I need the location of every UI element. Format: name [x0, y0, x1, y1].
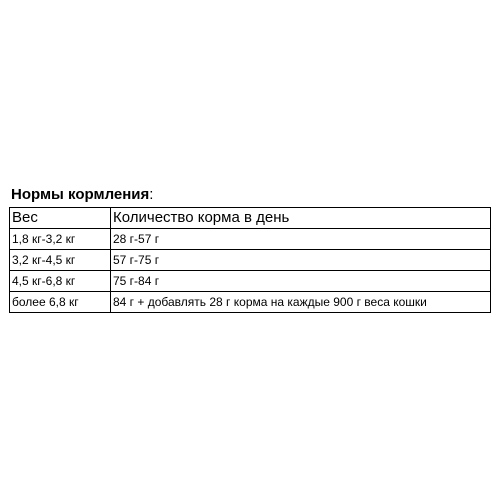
table-header-row	[10, 208, 491, 229]
header-weight: Вес	[10, 208, 111, 229]
cell-amount: 84 г + добавлять 28 г корма на каждые 900 г веса кошки	[111, 292, 491, 313]
table-row	[10, 271, 491, 292]
feeding-norms-heading	[11, 186, 153, 204]
cell-amount: 75 г-84 г	[111, 271, 491, 292]
heading-colon: :	[149, 186, 154, 203]
feeding-table	[9, 207, 491, 313]
table-row	[10, 292, 491, 313]
cell-weight: 3,2 кг-4,5 кг	[10, 250, 111, 271]
cell-weight: более 6,8 кг	[10, 292, 111, 313]
cell-amount: 57 г-75 г	[111, 250, 491, 271]
cell-amount: 28 г-57 г	[111, 229, 491, 250]
header-amount: Количество корма в день	[111, 208, 491, 229]
cell-weight: 4,5 кг-6,8 кг	[10, 271, 111, 292]
table-row	[10, 229, 491, 250]
cell-weight: 1,8 кг-3,2 кг	[10, 229, 111, 250]
table-row	[10, 250, 491, 271]
heading-title: Нормы кормления	[11, 186, 150, 203]
